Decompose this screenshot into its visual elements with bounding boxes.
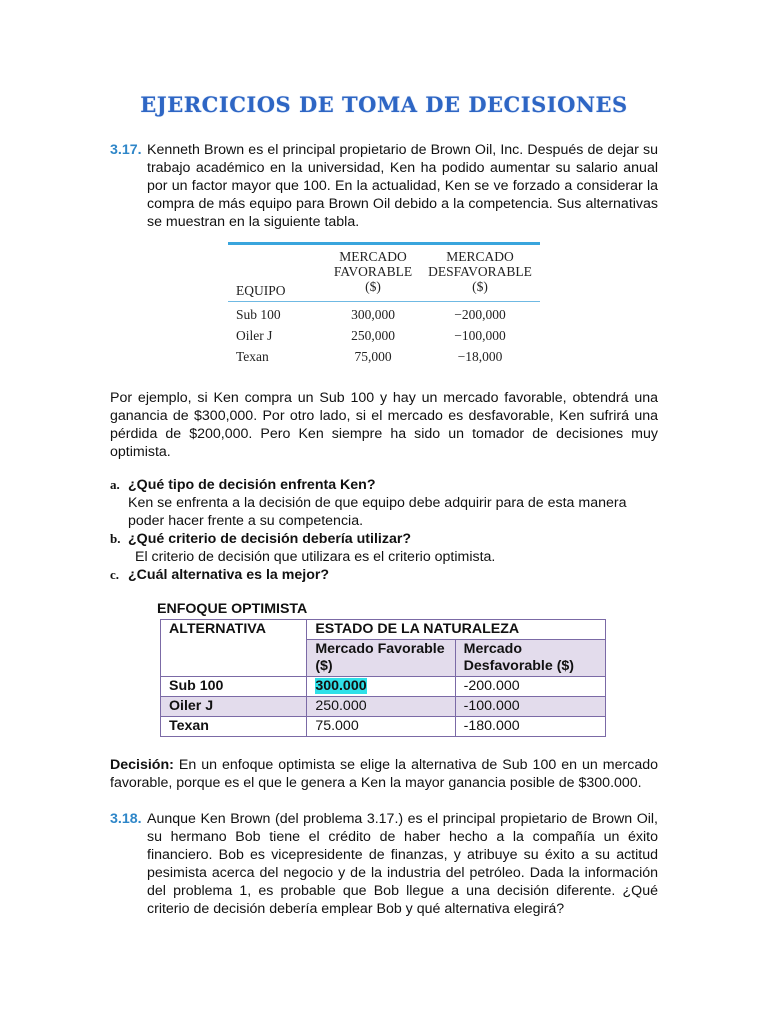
col-header-desfavorable bbox=[420, 249, 540, 294]
table-header-row bbox=[161, 620, 606, 640]
answer-text: El criterio de decisión que utilizara es el criterio optimista. bbox=[135, 549, 496, 565]
cell-favorable: 75,000 bbox=[354, 349, 392, 364]
cell-favorable: 300,000 bbox=[351, 307, 395, 322]
question-text: ¿Cuál alternativa es la mejor? bbox=[128, 567, 330, 583]
header-line: MERCADO bbox=[339, 249, 407, 264]
header-desfavorable: Mercado Desfavorable ($) bbox=[455, 640, 605, 677]
cell-equipo: Sub 100 bbox=[236, 307, 281, 322]
question-label: b. bbox=[110, 531, 121, 546]
table-row bbox=[228, 328, 540, 348]
question-text: ¿Qué tipo de decisión enfrenta Ken? bbox=[128, 477, 376, 493]
cell-alternativa: Texan bbox=[161, 717, 307, 737]
cell-alternativa: Oiler J bbox=[161, 697, 307, 717]
problem-number: 3.18. bbox=[110, 811, 142, 827]
section-title: ENFOQUE OPTIMISTA bbox=[157, 601, 308, 617]
table-row bbox=[228, 307, 540, 327]
header-alternativa: ALTERNATIVA bbox=[161, 620, 307, 677]
cell-desfavorable: -200.000 bbox=[455, 677, 605, 697]
question-b bbox=[110, 530, 658, 566]
problem-3-17 bbox=[110, 141, 658, 231]
cell-equipo: Texan bbox=[236, 349, 269, 364]
table-row bbox=[228, 349, 540, 369]
question-label: a. bbox=[110, 477, 120, 492]
col-header-equipo: EQUIPO bbox=[236, 283, 286, 298]
header-rule bbox=[228, 301, 540, 302]
header-line: DESFAVORABLE bbox=[428, 264, 532, 279]
page-title: EJERCICIOS DE TOMA DE DECISIONES bbox=[140, 92, 628, 117]
problem-number: 3.17. bbox=[110, 142, 142, 158]
cell-equipo: Oiler J bbox=[236, 328, 273, 343]
header-line: FAVORABLE bbox=[333, 264, 413, 279]
cell-alternativa: Sub 100 bbox=[161, 677, 307, 697]
question-c bbox=[110, 566, 658, 584]
cell-favorable: 250.000 bbox=[307, 697, 455, 717]
col-header-favorable bbox=[328, 249, 418, 294]
decision-paragraph bbox=[110, 756, 658, 792]
cell-desfavorable: −200,000 bbox=[454, 307, 506, 322]
optimist-table bbox=[160, 619, 606, 737]
header-line: ($) bbox=[365, 279, 381, 294]
cell-desfavorable: −100,000 bbox=[454, 328, 506, 343]
cell-desfavorable: −18,000 bbox=[457, 349, 503, 364]
problem-text: Aunque Ken Brown (del problema 3.17.) es el principal propietario de Brown Oil, su hermano Bob tiene el crédito de haber hecho a la compañía un éxito financiero. Bob es vicepresidente de finanzas, y atribuye su éxito a su actitud pesimista acerca del negocio y de la industria del petróleo. Dada la información del problema 1, es probable que Bob llegue a una decisión diferente. ¿Qué criterio de decisión debería emplear Bob y qué alternativa elegirá? bbox=[147, 811, 658, 917]
equipment-table bbox=[228, 242, 540, 371]
cell-desfavorable: -180.000 bbox=[455, 717, 605, 737]
table-row bbox=[161, 717, 606, 737]
question-a bbox=[110, 476, 658, 530]
cell-favorable bbox=[307, 677, 455, 697]
question-text: ¿Qué criterio de decisión debería utilizar? bbox=[128, 531, 412, 547]
cell-favorable: 75.000 bbox=[307, 717, 455, 737]
header-favorable: Mercado Favorable ($) bbox=[307, 640, 455, 677]
header-line: ($) bbox=[472, 279, 488, 294]
cell-desfavorable: -100.000 bbox=[455, 697, 605, 717]
cell-favorable: 250,000 bbox=[351, 328, 395, 343]
problem-text: Kenneth Brown es el principal propietario de Brown Oil, Inc. Después de dejar su trabajo académico en la universidad, Ken ha podido aumentar su salario anual por un factor mayor que 100. En la actualidad, Ken se ve forzado a considerar la compra de más equipo para Brown Oil debido a la competencia. Sus alternativas se muestran en la siguiente tabla. bbox=[147, 142, 658, 230]
header-line: MERCADO bbox=[446, 249, 514, 264]
problem-3-18 bbox=[110, 810, 658, 918]
table-row bbox=[161, 697, 606, 717]
table-row bbox=[161, 677, 606, 697]
header-estado: ESTADO DE LA NATURALEZA bbox=[307, 620, 606, 640]
decision-label: Decisión: bbox=[110, 757, 174, 773]
example-paragraph: Por ejemplo, si Ken compra un Sub 100 y hay un mercado favorable, obtendrá una ganancia de $300,000. Por otro lado, si el mercado es desfavorable, Ken sufrirá una pérdida de $200,000. Pero Ken siempre ha sido un tomador de decisiones muy optimista. bbox=[110, 390, 658, 460]
highlighted-value: 300.000 bbox=[315, 678, 367, 694]
question-label: c. bbox=[110, 567, 120, 582]
decision-text: En un enfoque optimista se elige la alternativa de Sub 100 en un mercado favorable, porque es el que le genera a Ken la mayor ganancia posible de $300.000. bbox=[110, 757, 658, 791]
answer-text: Ken se enfrenta a la decisión de que equipo debe adquirir para de esta manera poder hacer frente a su competencia. bbox=[128, 495, 627, 529]
